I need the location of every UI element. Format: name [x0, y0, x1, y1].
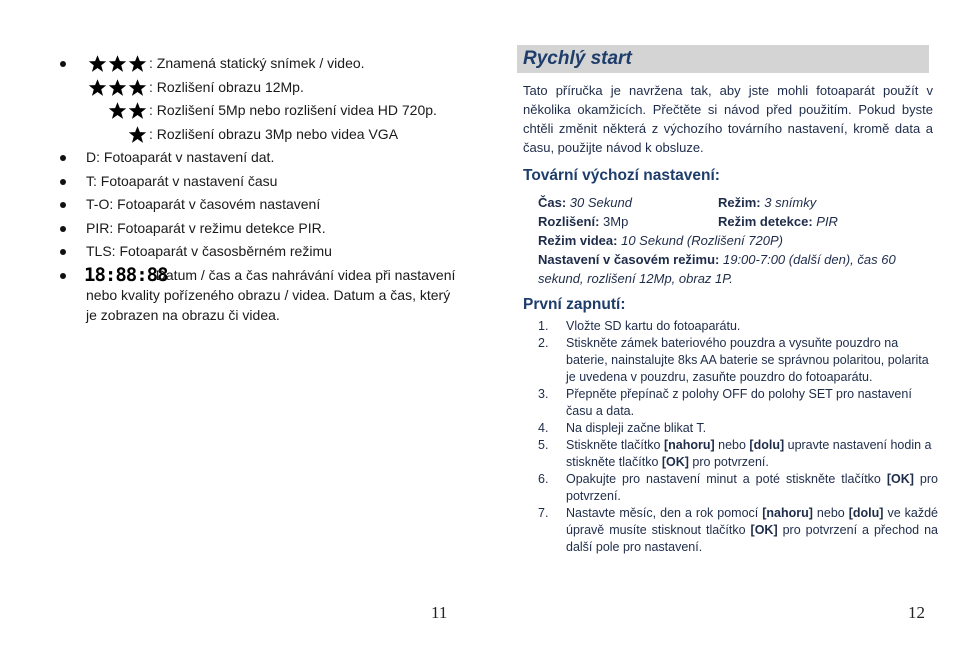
step-text [566, 318, 938, 335]
video-label: Režim videa: [538, 233, 618, 248]
legend-text: : Rozlišení obrazu 12Mp. [149, 78, 304, 95]
button-reference: [OK] [886, 472, 914, 486]
video-value: 10 Sekund (Rozlišení 720P) [617, 233, 783, 248]
step-text-part: pro potvrzení a přechod na další pole pro nastavení. [566, 523, 938, 554]
step-text-part: pro potvrzení. [688, 455, 769, 469]
mode-desc: Fotoaparát v režimu detekce PIR. [113, 219, 326, 236]
step-text [566, 420, 938, 437]
mode-desc: Fotoaparát v nastavení dat. [100, 149, 275, 165]
step-item [538, 437, 938, 471]
bullet [60, 155, 66, 161]
mode-row [60, 240, 460, 264]
mode-row [60, 217, 460, 241]
right-page [480, 0, 959, 671]
step-text-part: Stiskněte tlačítko [566, 438, 664, 452]
rating-stars [128, 123, 148, 146]
step-number: 5. [538, 438, 549, 452]
defaults-block [538, 193, 938, 288]
mode-row [60, 146, 460, 170]
button-reference: [dolu] [749, 438, 785, 452]
bullet [60, 226, 66, 232]
rozliseni-label: Rozlišení: [538, 214, 600, 229]
legend-row [60, 123, 460, 147]
button-reference: [dolu] [848, 506, 884, 520]
rating-stars [88, 76, 148, 99]
star-icon [128, 54, 147, 73]
bullet [60, 249, 66, 255]
mode-desc: Fotoaparát v časovém nastavení [113, 196, 321, 212]
bullet [60, 273, 66, 279]
step-text-part: nebo [812, 506, 849, 520]
star-icon [88, 78, 107, 97]
detekce-value: PIR [812, 214, 838, 229]
step-text [566, 471, 938, 505]
star-icon [128, 125, 147, 144]
legend-row [60, 76, 460, 100]
step-number: 7. [538, 506, 549, 520]
mode-text [86, 193, 320, 217]
defaults-heading: Tovární výchozí nastavení: [523, 167, 720, 184]
button-reference: [OK] [750, 523, 778, 537]
button-reference: [nahoru] [663, 438, 715, 452]
mode-desc: Fotoaparát v nastavení času [96, 172, 278, 189]
intro-paragraph: Tato příručka je navržena tak, aby jste mohli fotoaparát použít v několika okamžicích. Přečtěte si návod před použitím. Pokud byste chtěli změnit některá z výchozího továrního nastavení, kromě data a času, použijte návod k obsluze. [523, 83, 933, 155]
quick-start-title: Rychlý start [517, 45, 929, 73]
step-text-part: Stiskněte zámek bateriového pouzdra a vysuňte pouzdro na baterie, nainstalujte 8ks AA baterie se správnou polaritou, polarita je uvedena v pouzdru, zasuňte pouzdro do fotoaparátu. [566, 336, 929, 384]
step-text-part: nebo [714, 438, 750, 452]
step-item [538, 420, 938, 437]
step-text-part: Přepněte přepínač z polohy OFF do polohy SET pro nastavení času a data. [566, 387, 912, 418]
mode-key: PIR: [86, 219, 114, 236]
mode-text [86, 217, 326, 241]
bullet [60, 179, 66, 185]
detekce-label: Režim detekce: [718, 214, 813, 229]
mode-key: TLS: [86, 243, 116, 259]
star-icon [128, 101, 147, 120]
rezim-value: 3 snímky [760, 195, 817, 210]
mode-text [86, 146, 274, 170]
step-number: 2. [538, 336, 549, 350]
page-number-right: 12 [908, 603, 925, 622]
mode-key: T: [86, 172, 97, 189]
mode-row [60, 193, 460, 217]
step-item [538, 386, 938, 420]
step-text-part: Opakujte pro nastavení minut a poté stiskněte tlačítko [566, 472, 887, 486]
legend-list [60, 52, 460, 326]
mode-key: D: [86, 149, 100, 165]
step-item [538, 335, 938, 386]
step-text-part: pro potvrzení. [566, 472, 938, 503]
bullet [60, 202, 66, 208]
step-text [566, 386, 938, 420]
star-icon [88, 54, 107, 73]
step-text-part: Na displeji začne blikat T. [566, 421, 707, 435]
legend-text: : Rozlišení 5Mp nebo rozlišení videa HD 720p. [149, 102, 437, 118]
mode-row [60, 170, 460, 194]
step-text [566, 505, 938, 556]
rozliseni-value: 3Mp [599, 214, 629, 229]
step-text-part: Nastavte měsíc, den a rok pomocí [566, 506, 763, 520]
bullet [60, 61, 66, 67]
timed-value: 19:00-7:00 (další den), čas 60 sekund, rozlišení 12Mp, obraz 1P. [538, 252, 896, 286]
mode-desc: Fotoaparát v časosběrném režimu [115, 243, 332, 259]
button-reference: [nahoru] [762, 506, 813, 520]
button-reference: [OK] [661, 455, 689, 469]
datetime-desc-rest: nebo kvality pořízeného obrazu / videa. Datum a čas, který je zobrazen na obrazu či videa. [86, 286, 451, 323]
first-start-heading: První zapnutí: [523, 296, 626, 313]
step-number: 6. [538, 472, 549, 486]
mode-text [86, 170, 277, 194]
cas-value: 30 Sekund [566, 195, 632, 210]
mode-key: T-O: [86, 196, 114, 212]
step-number: 3. [538, 387, 549, 401]
star-icon [108, 78, 127, 97]
step-number: 1. [538, 319, 549, 333]
star-icon [108, 54, 127, 73]
timed-label: Nastavení v časovém režimu: [538, 252, 720, 267]
page-number-left: 11 [431, 603, 448, 622]
steps-list [538, 318, 938, 556]
segment-display-icon: 18:88:88 [84, 263, 168, 286]
star-icon [108, 101, 127, 120]
step-item [538, 505, 938, 556]
mode-text [86, 240, 332, 264]
rating-stars [108, 99, 148, 122]
step-text-part: Vložte SD kartu do fotoaparátu. [566, 319, 741, 333]
datetime-row [60, 264, 460, 286]
step-item [538, 471, 938, 505]
step-text [566, 437, 938, 471]
step-item [538, 318, 938, 335]
step-text [566, 335, 938, 386]
step-text-part: ve každé úpravě musíte stisknout tlačítko [566, 506, 938, 537]
legend-row [60, 99, 460, 123]
step-text-part: upravte nastavení hodin a stiskněte tlačítko [566, 438, 932, 469]
rating-stars [88, 52, 148, 75]
datetime-desc-line1: : Datum / čas a čas nahrávání videa při nastavení [148, 266, 456, 283]
star-icon [128, 78, 147, 97]
legend-row [60, 52, 460, 76]
legend-text: : Znamená statický snímek / video. [149, 55, 365, 71]
cas-label: Čas: [538, 195, 567, 210]
step-number: 4. [538, 421, 549, 435]
legend-text: : Rozlišení obrazu 3Mp nebo videa VGA [149, 125, 399, 142]
rezim-label: Režim: [718, 195, 761, 210]
